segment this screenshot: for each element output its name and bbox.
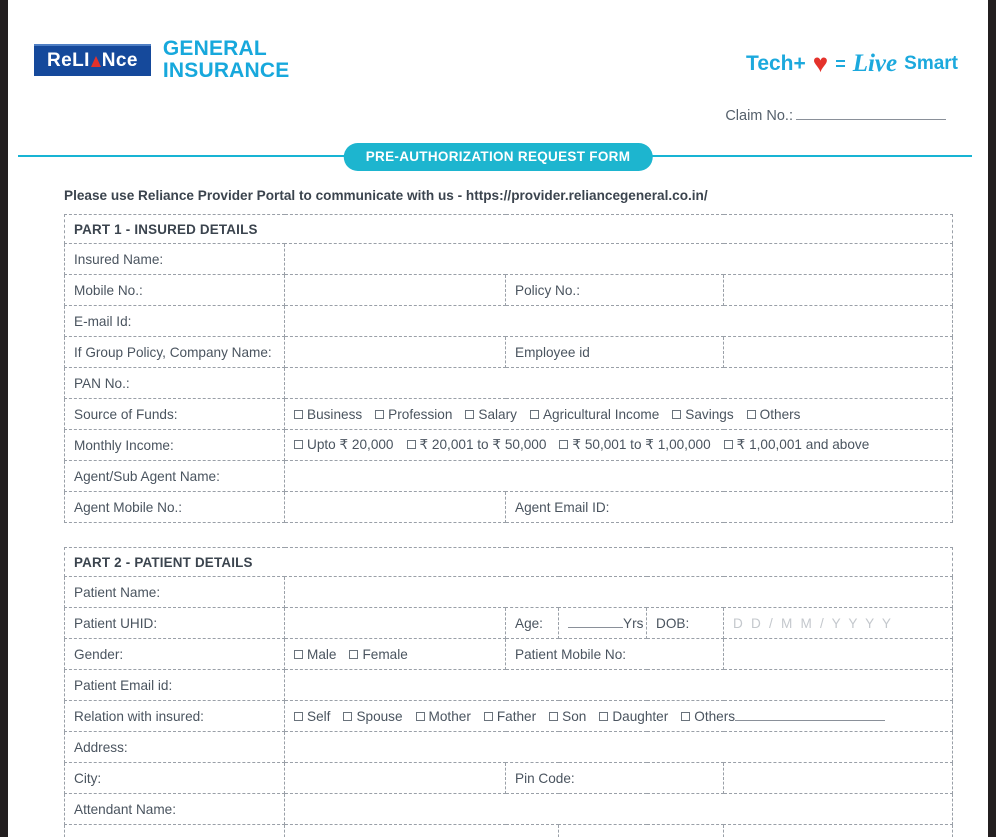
input-attendant-name[interactable] xyxy=(285,794,953,825)
option-label: Mother xyxy=(428,708,471,724)
checkbox-icon[interactable] xyxy=(549,712,558,721)
input-mobile-no[interactable] xyxy=(285,275,506,306)
age-blank[interactable] xyxy=(568,627,623,628)
label-email-id: E-mail Id: xyxy=(65,306,285,337)
input-group-policy[interactable] xyxy=(285,337,506,368)
part2-section-header: PART 2 - PATIENT DETAILS xyxy=(65,548,953,577)
checkbox-income-upto-20000[interactable] xyxy=(294,437,394,452)
claim-no-label: Claim No.: xyxy=(725,108,793,124)
form-title-badge: PRE-AUTHORIZATION REQUEST FORM xyxy=(344,143,653,171)
checkbox-icon[interactable] xyxy=(724,440,733,449)
scan-edge-right xyxy=(988,0,996,837)
option-label: Female xyxy=(362,646,408,662)
heart-icon: ♥ xyxy=(812,48,829,78)
option-label: Son xyxy=(562,708,587,724)
page-header xyxy=(8,0,988,100)
checkbox-income-50001-100000[interactable] xyxy=(559,437,710,452)
label-agent-name: Agent/Sub Agent Name: xyxy=(65,461,285,492)
checkbox-gender-male[interactable] xyxy=(294,647,336,662)
input-patient-name[interactable] xyxy=(285,577,953,608)
label-relation: Relation with insured: xyxy=(65,701,285,732)
checkbox-source-agricultural-income[interactable] xyxy=(530,407,659,422)
label-age: Age: xyxy=(506,608,559,639)
checkbox-icon[interactable] xyxy=(416,712,425,721)
label-insured-name: Insured Name: xyxy=(65,244,285,275)
next-row-cut-col3[interactable] xyxy=(559,825,724,837)
checkbox-relation-spouse[interactable] xyxy=(343,709,402,724)
label-pan-no: PAN No.: xyxy=(65,368,285,399)
table-row xyxy=(65,430,953,461)
checkbox-icon[interactable] xyxy=(294,712,303,721)
checkbox-source-others[interactable] xyxy=(747,407,801,422)
checkbox-relation-son[interactable] xyxy=(549,709,586,724)
option-label: ₹ 50,001 to ₹ 1,00,000 xyxy=(572,437,711,452)
checkbox-icon[interactable] xyxy=(484,712,493,721)
agent-email-cell xyxy=(506,492,953,523)
claim-no-field[interactable] xyxy=(725,108,946,124)
logo-subtitle-line2: INSURANCE xyxy=(162,59,290,83)
table-row xyxy=(65,275,953,306)
label-gender: Gender: xyxy=(65,639,285,670)
reliance-logo-badge xyxy=(34,44,151,76)
checkbox-icon[interactable] xyxy=(559,440,568,449)
label-attendant-name: Attendant Name: xyxy=(65,794,285,825)
label-dob: DOB: xyxy=(647,608,724,639)
label-monthly-income: Monthly Income: xyxy=(65,430,285,461)
table-row xyxy=(65,215,953,244)
checkbox-source-savings[interactable] xyxy=(672,407,733,422)
brand-tagline xyxy=(746,50,958,78)
checkbox-source-salary[interactable] xyxy=(465,407,517,422)
checkbox-relation-mother[interactable] xyxy=(416,709,471,724)
checkbox-icon[interactable] xyxy=(343,712,352,721)
table-row xyxy=(65,306,953,337)
checkbox-gender-female[interactable] xyxy=(349,647,407,662)
checkbox-icon[interactable] xyxy=(375,410,384,419)
wordmark-part2: LI xyxy=(72,50,90,72)
option-label: Profession xyxy=(388,406,453,422)
checkbox-icon[interactable] xyxy=(294,410,303,419)
checkbox-income-20001-50000[interactable] xyxy=(407,437,547,452)
checkbox-icon[interactable] xyxy=(294,440,303,449)
option-label: Daughter xyxy=(612,708,669,724)
checkbox-relation-daughter[interactable] xyxy=(599,709,668,724)
checkbox-icon[interactable] xyxy=(407,440,416,449)
table-row xyxy=(65,548,953,577)
option-label: Others xyxy=(694,708,736,724)
label-patient-email: Patient Email id: xyxy=(65,670,285,701)
input-patient-email[interactable] xyxy=(285,670,953,701)
checkbox-relation-others[interactable] xyxy=(681,709,885,724)
table-row xyxy=(65,492,953,523)
checkbox-icon[interactable] xyxy=(530,410,539,419)
checkbox-icon[interactable] xyxy=(465,410,474,419)
table-row xyxy=(65,608,953,639)
option-label: Others xyxy=(759,406,801,422)
option-label: ₹ 1,00,001 and above xyxy=(736,437,870,452)
option-label: ₹ 20,001 to ₹ 50,000 xyxy=(419,437,547,452)
input-email-id[interactable] xyxy=(285,306,953,337)
label-policy-no: Policy No.: xyxy=(506,275,724,306)
checkbox-icon[interactable] xyxy=(349,650,358,659)
option-label: Agricultural Income xyxy=(542,406,660,422)
table-row xyxy=(65,794,953,825)
option-label: Father xyxy=(496,708,537,724)
portal-notice: Please use Reliance Provider Portal to communicate with us - https://provider.reliancegeneral.co.in/ xyxy=(64,188,708,203)
input-pin-code[interactable] xyxy=(724,763,953,794)
label-agent-mobile: Agent Mobile No.: xyxy=(65,492,285,523)
input-age[interactable] xyxy=(559,608,647,639)
checkbox-icon[interactable] xyxy=(681,712,690,721)
input-patient-uhid[interactable] xyxy=(285,608,506,639)
source-of-funds-options xyxy=(285,399,953,430)
next-row-cut-col4[interactable] xyxy=(724,825,953,837)
tagline-tech: Tech+ xyxy=(746,52,806,75)
tagline-equals: = xyxy=(835,53,846,74)
checkbox-icon[interactable] xyxy=(747,410,756,419)
table-row xyxy=(65,399,953,430)
wordmark-part1: Re xyxy=(47,50,73,72)
table-row xyxy=(65,337,953,368)
checkbox-source-business[interactable] xyxy=(294,407,362,422)
input-agent-name[interactable] xyxy=(285,461,953,492)
label-address: Address: xyxy=(65,732,285,763)
option-label: Business xyxy=(307,406,363,422)
next-row-cut-col2[interactable] xyxy=(285,825,559,837)
label-patient-name: Patient Name: xyxy=(65,577,285,608)
part1-table xyxy=(64,214,953,523)
input-pan-no[interactable] xyxy=(285,368,953,399)
input-policy-no[interactable] xyxy=(724,275,953,306)
label-agent-email: Agent Email ID: xyxy=(515,499,610,515)
table-row xyxy=(65,244,953,275)
checkbox-icon[interactable] xyxy=(294,650,303,659)
reliance-wordmark xyxy=(47,51,138,70)
tagline-live: Live xyxy=(852,50,898,77)
checkbox-relation-father[interactable] xyxy=(484,709,536,724)
logo-subtitle-line1: GENERAL xyxy=(162,37,267,60)
gender-options xyxy=(285,639,506,670)
table-row xyxy=(65,639,953,670)
table-row xyxy=(65,368,953,399)
relation-options xyxy=(285,701,953,732)
checkbox-relation-self[interactable] xyxy=(294,709,330,724)
logo-subtitle xyxy=(163,38,290,83)
label-patient-uhid: Patient UHID: xyxy=(65,608,285,639)
option-label: Self xyxy=(307,708,331,724)
relation-others-blank[interactable] xyxy=(735,720,885,721)
label-patient-mobile: Patient Mobile No: xyxy=(506,639,724,670)
checkbox-income-100001-above[interactable] xyxy=(724,437,870,452)
next-row-cut-col1[interactable] xyxy=(65,825,285,837)
option-label: Upto ₹ 20,000 xyxy=(307,437,394,452)
triangle-a-icon xyxy=(91,56,101,67)
part1-section-header: PART 1 - INSURED DETAILS xyxy=(65,215,953,244)
reliance-logo xyxy=(34,38,290,83)
label-source-of-funds: Source of Funds: xyxy=(65,399,285,430)
wordmark-part3: Nce xyxy=(101,50,138,72)
monthly-income-options xyxy=(285,430,953,461)
option-label: Salary xyxy=(478,406,517,422)
option-label: Spouse xyxy=(356,708,403,724)
claim-no-blank[interactable] xyxy=(796,119,946,120)
scan-edge-left xyxy=(0,0,8,837)
input-dob[interactable]: D D / M M / Y Y Y Y xyxy=(724,608,953,639)
checkbox-icon[interactable] xyxy=(599,712,608,721)
table-row xyxy=(65,825,953,837)
label-employee-id: Employee id xyxy=(506,337,724,368)
table-row xyxy=(65,701,953,732)
label-pin-code: Pin Code: xyxy=(506,763,724,794)
age-unit-label: Yrs xyxy=(623,615,644,631)
label-city: City: xyxy=(65,763,285,794)
input-city[interactable] xyxy=(285,763,506,794)
form-body xyxy=(64,188,952,837)
input-insured-name[interactable] xyxy=(285,244,953,275)
input-agent-mobile[interactable] xyxy=(285,492,506,523)
label-group-policy: If Group Policy, Company Name: xyxy=(65,337,285,368)
checkbox-source-profession[interactable] xyxy=(375,407,452,422)
table-row xyxy=(65,763,953,794)
option-label: Savings xyxy=(685,406,734,422)
table-row xyxy=(65,461,953,492)
table-row xyxy=(65,577,953,608)
table-row xyxy=(65,670,953,701)
part2-table xyxy=(64,547,953,837)
input-address[interactable] xyxy=(285,732,953,763)
tagline-smart: Smart xyxy=(904,53,958,74)
form-sheet xyxy=(8,0,988,837)
table-row xyxy=(65,732,953,763)
label-mobile-no: Mobile No.: xyxy=(65,275,285,306)
checkbox-icon[interactable] xyxy=(672,410,681,419)
option-label: Male xyxy=(307,646,337,662)
input-employee-id[interactable] xyxy=(724,337,953,368)
input-patient-mobile[interactable] xyxy=(724,639,953,670)
